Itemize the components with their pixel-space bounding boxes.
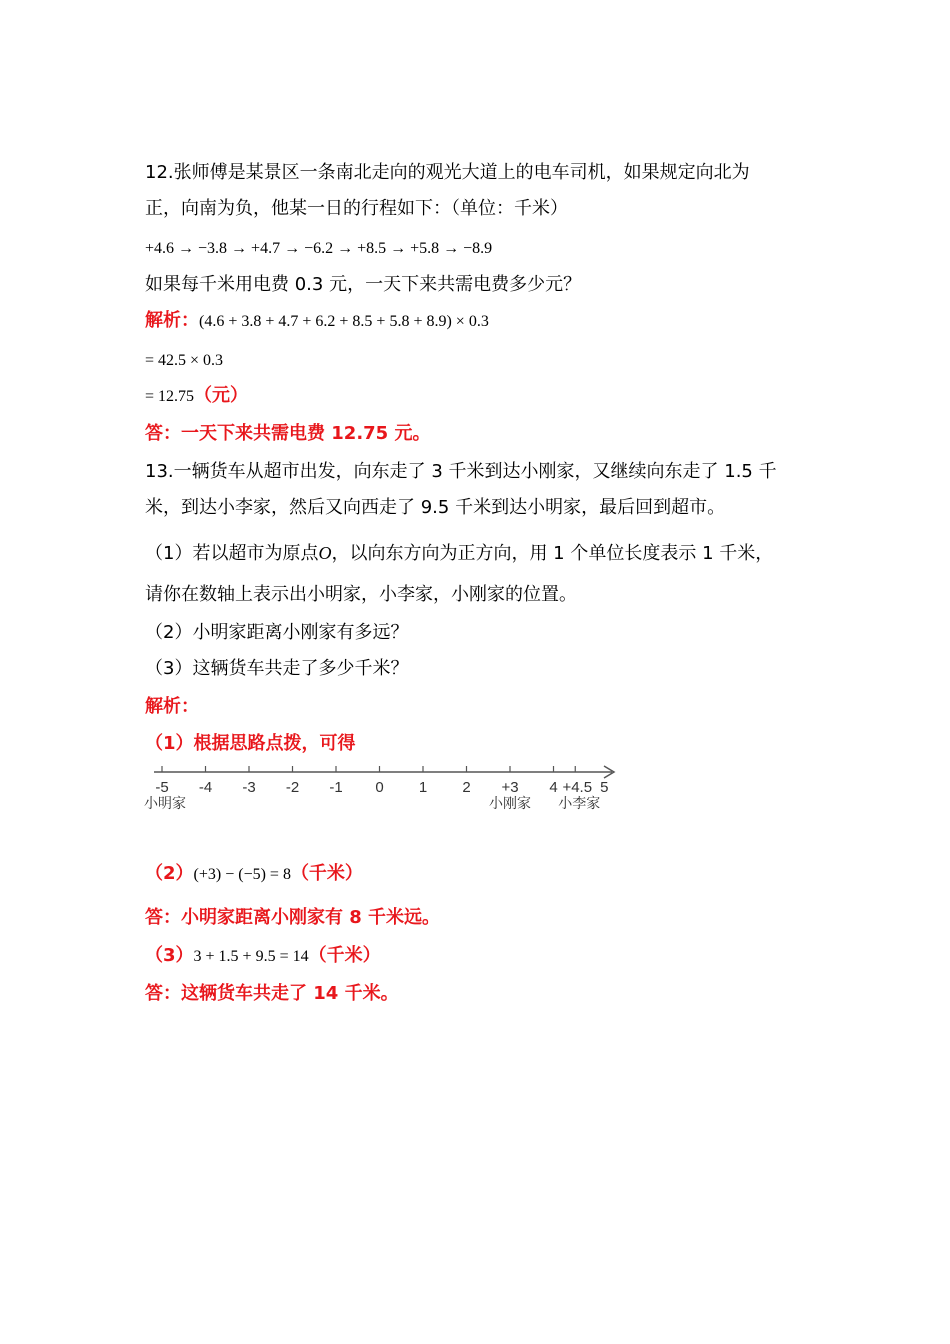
q12-question: 如果每千米用电费 0.3 元，一天下来共需电费多少元？	[145, 274, 582, 295]
q13-part-3: （3）这辆货车共走了多少千米？	[145, 658, 409, 679]
q12-solution-label: 解析：	[145, 310, 199, 331]
tick-label: -1	[329, 779, 343, 796]
q13-part-3-unit: （千米）	[308, 945, 381, 966]
q13-part-2-unit: （千米）	[290, 863, 363, 884]
q13-part-1-text-b: ，以向东方向为正方向，用 1 个单位长度表示 1 千米，	[331, 543, 774, 564]
tick-label: 0	[375, 779, 384, 796]
number-line-diagram	[140, 758, 630, 818]
place-label: 小明家	[144, 796, 186, 812]
q13-part-1-line-1	[145, 540, 773, 567]
special-tick-label: +4.5	[562, 779, 593, 796]
origin-symbol: O	[318, 543, 332, 563]
q13-solution-part-2	[145, 861, 363, 888]
q13-part-1-line-2: 请你在数轴上表示出小明家，小李家，小刚家的位置。	[145, 584, 577, 605]
tick-label: 1	[418, 779, 428, 796]
q13-text-line-2: 米，到达小李家，然后又向西走了 9.5 千米到达小明家，最后回到超市。	[145, 497, 726, 518]
place-label: 小刚家	[489, 796, 531, 812]
q12-text-line-1: 12.张师傅是某景区一条南北走向的观光大道上的电车司机，如果规定向北为	[145, 162, 750, 183]
q12-solution-row-1	[145, 308, 489, 335]
q12-answer: 答：一天下来共需电费 12.75 元。	[145, 423, 431, 444]
tick-label: -4	[198, 779, 213, 796]
tick-label: -2	[285, 779, 300, 796]
q13-answer-3: 答：这辆货车共走了 14 千米。	[145, 983, 399, 1004]
q13-solution-part-1: （1）根据思路点拨，可得	[145, 733, 356, 754]
q12-trip-sequence: +4.6 → −3.8 → +4.7 → −6.2 → +8.5 → +5.8 → −8.9	[145, 240, 493, 257]
q13-part-3-expression: 3 + 1.5 + 9.5 = 14	[193, 948, 309, 965]
q13-part-2-expression: (+3) − (−5) = 8	[193, 866, 291, 883]
q13-solution-label: 解析：	[145, 696, 199, 717]
tick-label: -3	[242, 779, 256, 796]
tick-label: +3	[501, 779, 519, 796]
tick-label: 2	[462, 779, 471, 796]
q13-answer-2: 答：小明家距离小刚家有 8 千米远。	[145, 907, 441, 928]
q12-expression-3: = 12.75	[145, 388, 195, 405]
q12-expression-1: (4.6 + 3.8 + 4.7 + 6.2 + 8.5 + 5.8 + 8.9) × 0.3	[199, 313, 489, 330]
q13-part-2-number: （2）	[145, 863, 194, 884]
q13-part-3-number: （3）	[145, 945, 194, 966]
extra-tick-label: 5	[600, 779, 609, 796]
q13-text-line-1: 13.一辆货车从超市出发，向东走了 3 千米到达小刚家，又继续向东走了 1.5 千	[145, 461, 777, 482]
q13-part-2: （2）小明家距离小刚家有多远？	[145, 622, 409, 643]
q13-solution-part-3	[145, 943, 381, 970]
place-label: 小李家	[558, 796, 601, 812]
q13-part-1-text-a: （1）若以超市为原点	[145, 543, 319, 564]
q12-text-line-2: 正，向南为负，他某一日的行程如下：（单位：千米）	[145, 198, 568, 219]
q12-unit: （元）	[194, 385, 249, 406]
q12-expression-2: = 42.5 × 0.3	[145, 352, 224, 369]
q12-solution-row-3	[145, 383, 248, 410]
tick-label: 4	[549, 779, 558, 796]
tick-label: -5	[155, 779, 169, 796]
